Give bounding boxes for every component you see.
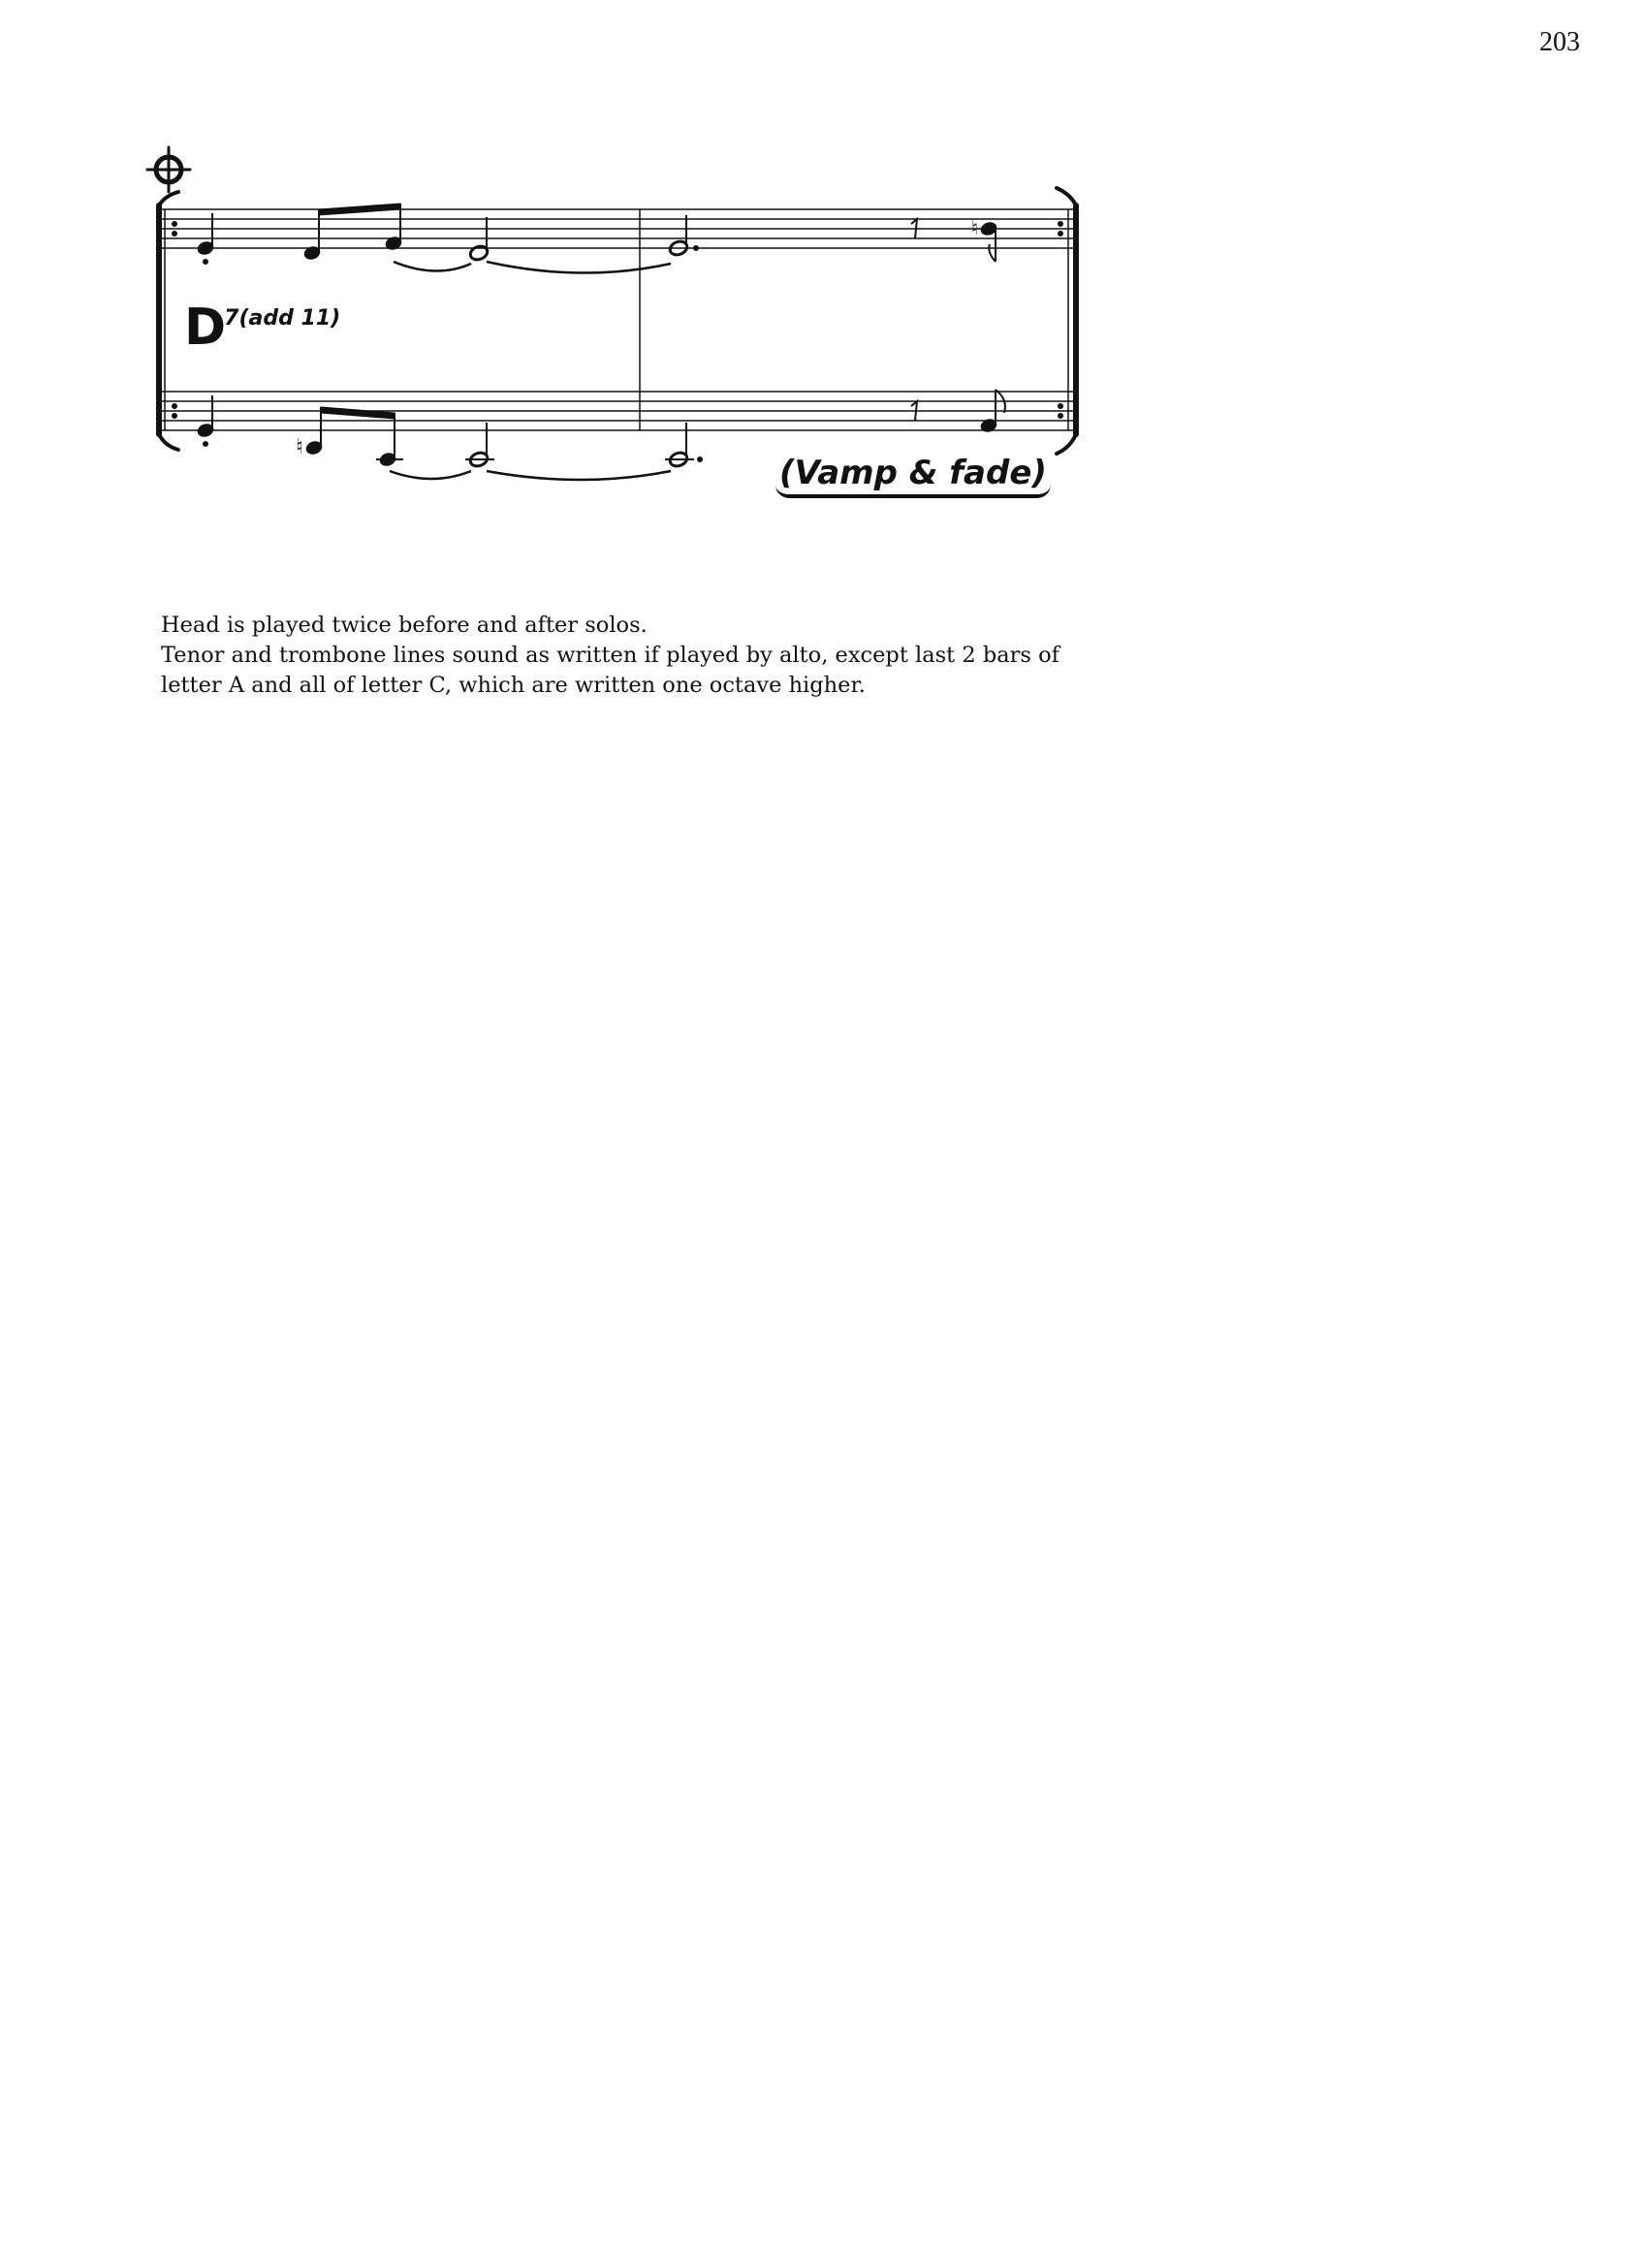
music-score — [136, 126, 1105, 514]
vamp-and-fade-label: (Vamp & fade) — [775, 454, 1051, 498]
coda-symbol-icon — [147, 147, 190, 192]
svg-text:♮: ♮ — [296, 435, 303, 459]
upper-staff — [157, 209, 1076, 248]
performance-notes — [161, 611, 1130, 701]
note-line: Head is played twice before and after solos. — [161, 613, 648, 638]
note-line: letter A and all of letter C, which are written one octave higher. — [161, 673, 866, 698]
chord-extension: 7(add 11) — [224, 306, 341, 331]
svg-text:♮: ♮ — [971, 216, 979, 239]
lower-staff — [157, 392, 1076, 430]
chord-root: D — [184, 299, 225, 357]
note-line: Tenor and trombone lines sound as written if played by alto, except last 2 bars of — [161, 643, 1059, 668]
page-number: 203 — [1539, 27, 1580, 57]
chord-symbol — [184, 299, 340, 357]
upper-notes — [196, 204, 997, 265]
